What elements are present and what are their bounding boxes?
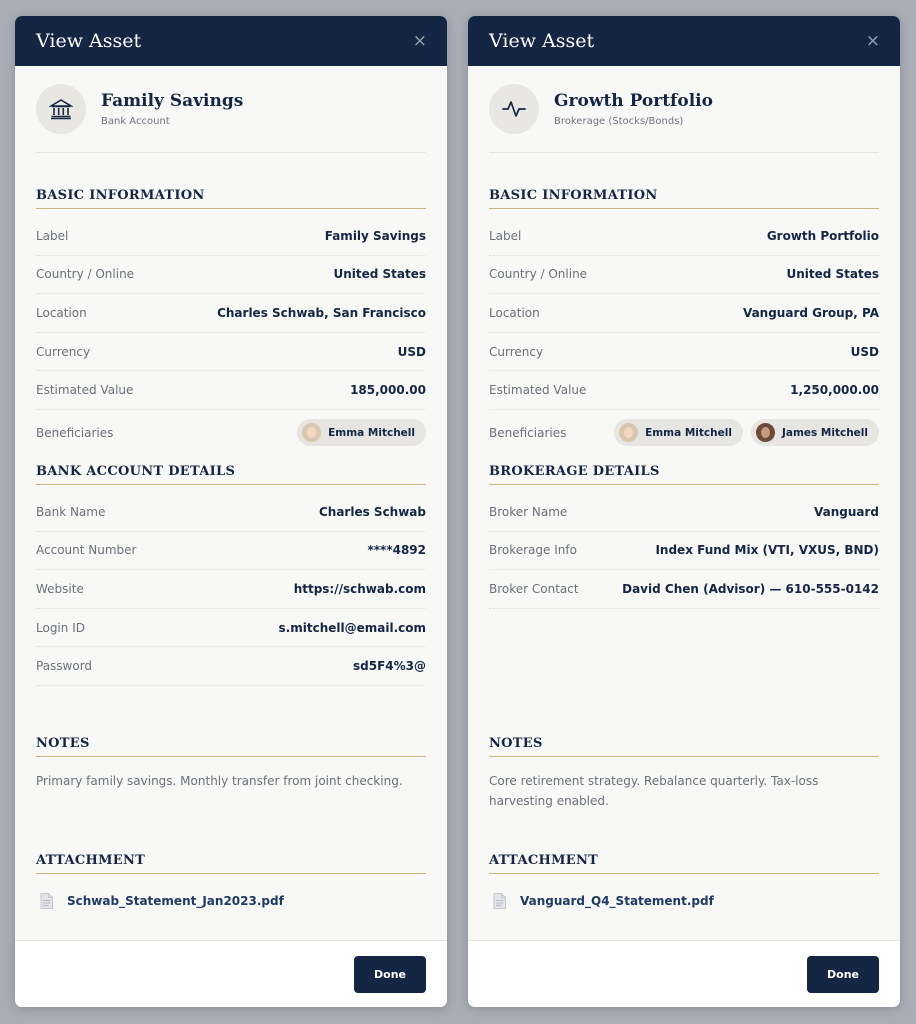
done-button[interactable]: Done	[807, 956, 879, 993]
asset-header	[489, 66, 879, 153]
row-value: Vanguard Group, PA	[742, 305, 879, 320]
detail-row-broker-name	[489, 493, 879, 532]
beneficiary-chip[interactable]	[614, 419, 743, 446]
row-label: Location	[36, 305, 87, 320]
row-value: United States	[786, 267, 879, 282]
row-label: Bank Name	[36, 504, 106, 519]
row-value: USD	[397, 344, 426, 359]
activity-pulse-icon	[489, 84, 539, 134]
detail-row-account-number	[36, 532, 426, 571]
asset-name: Growth Portfolio	[554, 91, 713, 111]
avatar	[302, 423, 321, 442]
detail-row-bank-name	[36, 493, 426, 532]
section-title-bank-account-details: BANK ACCOUNT DETAILS	[36, 464, 426, 485]
modal-body	[15, 66, 447, 686]
attachment-link[interactable]: Schwab_Statement_Jan2023.pdf	[67, 894, 284, 908]
section-title-attachment: ATTACHMENT	[36, 853, 426, 874]
asset-name: Family Savings	[101, 91, 244, 111]
beneficiary-chip[interactable]	[297, 419, 426, 446]
modal-title: View Asset	[36, 30, 142, 52]
detail-row-password	[36, 647, 426, 686]
modal-footer	[468, 940, 900, 1007]
row-value: USD	[850, 344, 879, 359]
close-icon[interactable]: ×	[412, 30, 427, 51]
info-row-location	[489, 294, 879, 333]
row-label: Country / Online	[36, 267, 135, 282]
beneficiary-name: Emma Mitchell	[328, 426, 415, 439]
avatar	[756, 423, 775, 442]
beneficiary-chip[interactable]	[751, 419, 879, 446]
row-label: Account Number	[36, 543, 137, 558]
modal-title: View Asset	[489, 30, 595, 52]
bank-icon	[36, 84, 86, 134]
detail-row-login-id	[36, 609, 426, 648]
file-icon	[493, 893, 506, 909]
avatar	[619, 423, 638, 442]
row-value: sd5F4%3@	[352, 659, 426, 674]
beneficiary-chips	[297, 419, 426, 446]
basic-information-list	[489, 217, 879, 456]
beneficiary-name: Emma Mitchell	[645, 426, 732, 439]
section-title-basic-information: BASIC INFORMATION	[36, 188, 426, 209]
row-label: Label	[36, 228, 69, 243]
info-row-country	[489, 256, 879, 295]
info-row-location	[36, 294, 426, 333]
notes-section	[489, 736, 879, 811]
notes-section	[36, 736, 426, 791]
info-row-beneficiaries	[489, 410, 879, 456]
info-row-currency	[489, 333, 879, 372]
row-label: Broker Contact	[489, 581, 579, 596]
row-label: Password	[36, 659, 93, 674]
notes-text: Core retirement strategy. Rebalance quarterly. Tax-loss harvesting enabled.	[489, 774, 819, 808]
section-title-notes: NOTES	[489, 736, 879, 757]
website-link[interactable]: https://schwab.com	[293, 581, 426, 596]
attachment-item[interactable]	[36, 893, 426, 909]
attachment-section	[489, 853, 879, 909]
asset-type: Brokerage (Stocks/Bonds)	[554, 116, 684, 127]
row-value: s.mitchell@email.com	[278, 620, 426, 635]
row-value: Charles Schwab, San Francisco	[217, 305, 426, 320]
basic-information-list	[36, 217, 426, 456]
asset-header	[36, 66, 426, 153]
info-row-estimated-value	[36, 371, 426, 410]
view-asset-modal-right	[468, 16, 900, 1007]
row-label: Label	[489, 228, 522, 243]
modal-body	[468, 66, 900, 609]
notes-text: Primary family savings. Monthly transfer from joint checking.	[36, 774, 403, 788]
info-row-currency	[36, 333, 426, 372]
view-asset-modal-left	[15, 16, 447, 1007]
row-label: Website	[36, 581, 84, 596]
row-value: Growth Portfolio	[766, 228, 879, 243]
section-title-notes: NOTES	[36, 736, 426, 757]
row-label: Broker Name	[489, 504, 568, 519]
row-value: Index Fund Mix (VTI, VXUS, BND)	[655, 543, 879, 558]
info-row-label	[36, 217, 426, 256]
section-title-brokerage-details: BROKERAGE DETAILS	[489, 464, 879, 485]
beneficiary-name: James Mitchell	[781, 426, 868, 439]
section-title-basic-information: BASIC INFORMATION	[489, 188, 879, 209]
row-label: Currency	[489, 344, 544, 359]
asset-type: Bank Account	[101, 116, 170, 127]
detail-row-website	[36, 570, 426, 609]
row-label: Beneficiaries	[36, 425, 114, 440]
detail-row-broker-contact	[489, 570, 879, 609]
detail-row-brokerage-info	[489, 532, 879, 571]
details-list	[489, 493, 879, 609]
row-value: Charles Schwab	[318, 504, 426, 519]
info-row-country	[36, 256, 426, 295]
row-value: Vanguard	[813, 504, 879, 519]
row-value: United States	[333, 267, 426, 282]
row-label: Currency	[36, 344, 91, 359]
section-title-attachment: ATTACHMENT	[489, 853, 879, 874]
info-row-beneficiaries	[36, 410, 426, 456]
modal-header	[15, 16, 447, 66]
row-value: Family Savings	[324, 228, 426, 243]
details-list	[36, 493, 426, 686]
info-row-estimated-value	[489, 371, 879, 410]
row-value: 185,000.00	[350, 383, 426, 398]
row-label: Brokerage Info	[489, 543, 577, 558]
modal-footer	[15, 940, 447, 1007]
row-label: Login ID	[36, 620, 85, 635]
file-icon	[40, 893, 53, 909]
info-row-label	[489, 217, 879, 256]
row-label: Estimated Value	[489, 383, 587, 398]
attachment-item[interactable]	[489, 893, 879, 909]
row-value: David Chen (Advisor) — 610-555-0142	[622, 581, 879, 596]
attachment-link[interactable]: Vanguard_Q4_Statement.pdf	[520, 894, 714, 908]
row-value: 1,250,000.00	[790, 383, 879, 398]
done-button[interactable]: Done	[354, 956, 426, 993]
row-label: Country / Online	[489, 267, 588, 282]
attachment-section	[36, 853, 426, 909]
modal-header	[468, 16, 900, 66]
beneficiary-chips	[614, 419, 879, 446]
row-label: Beneficiaries	[489, 425, 567, 440]
close-icon[interactable]: ×	[865, 30, 880, 51]
row-label: Estimated Value	[36, 383, 134, 398]
row-label: Location	[489, 305, 540, 320]
row-value: ****4892	[367, 543, 426, 558]
